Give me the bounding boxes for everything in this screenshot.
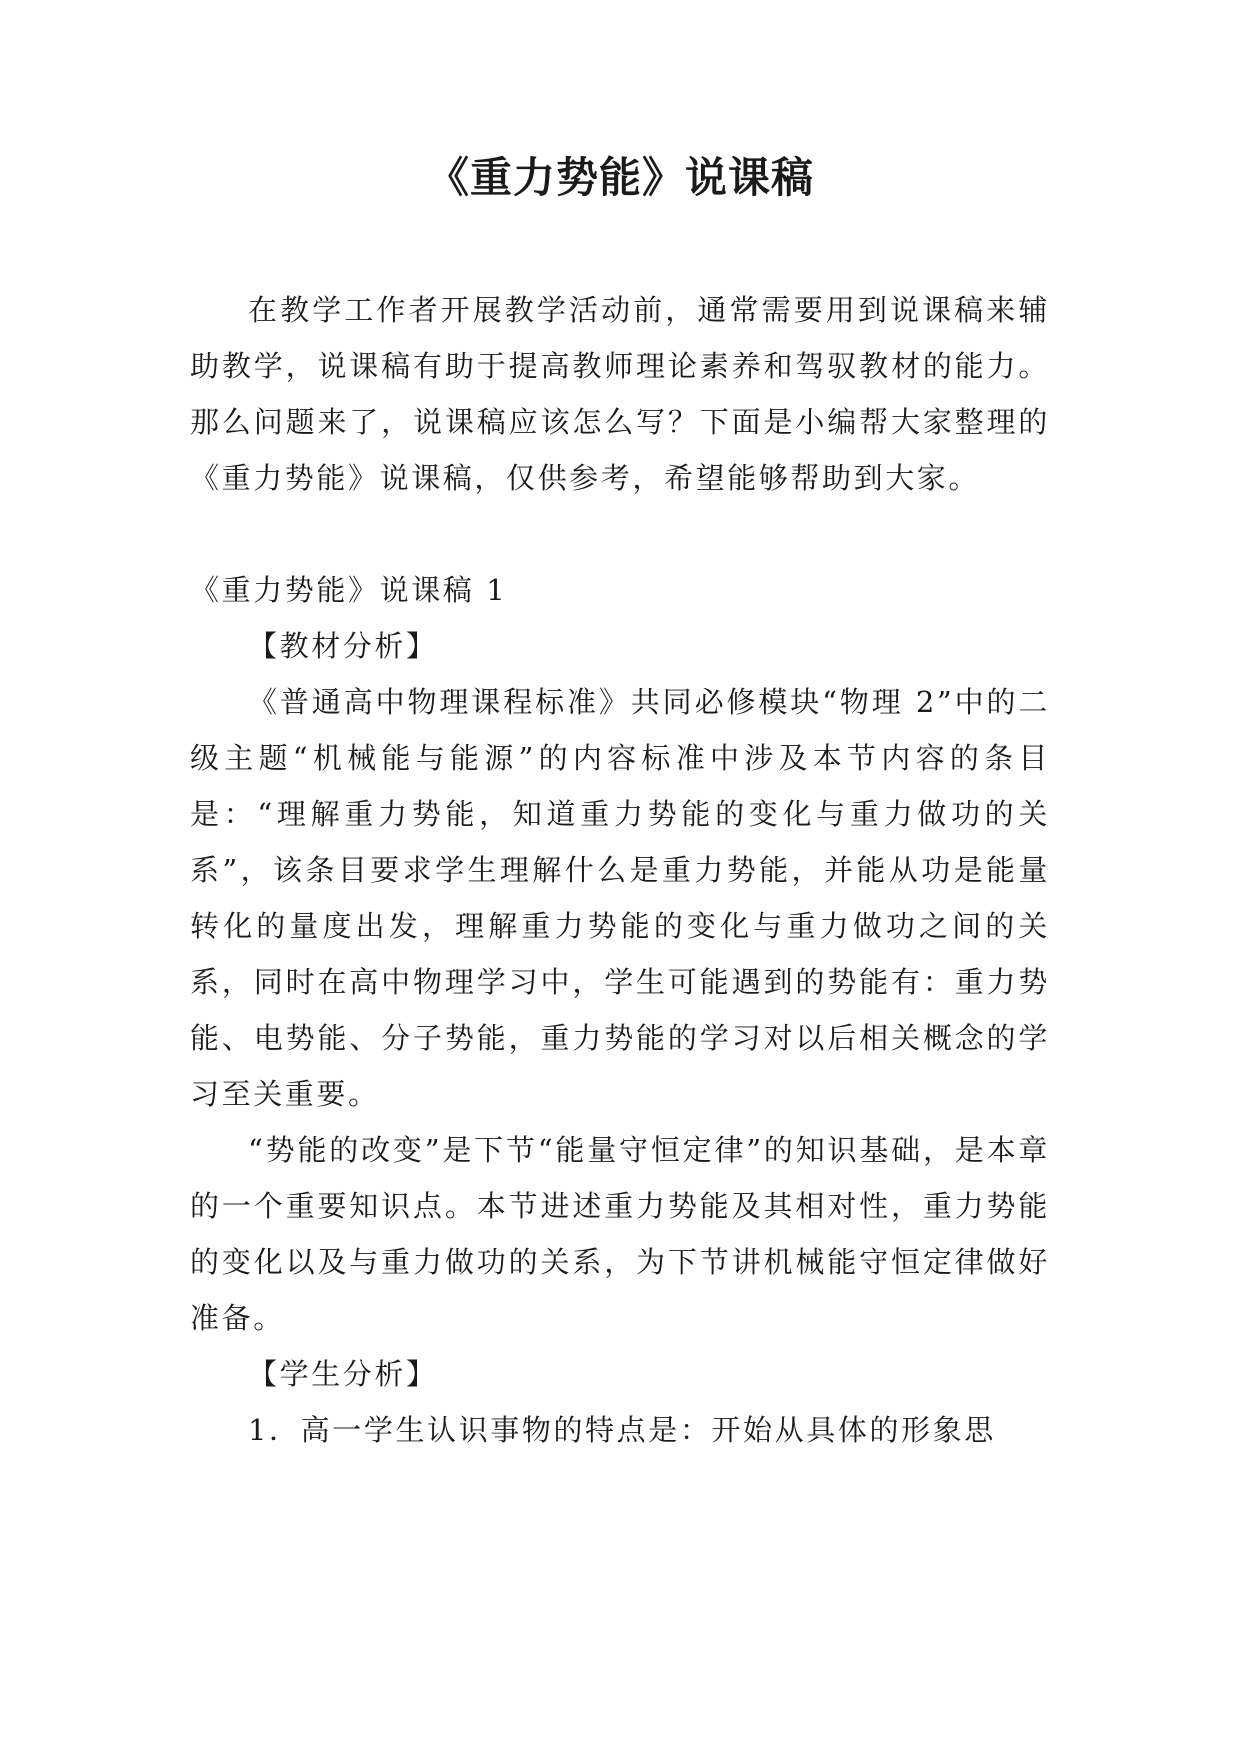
document-body: [190, 282, 1050, 1458]
heading-textbook-analysis: 【教材分析】: [248, 629, 438, 663]
paragraph-student-1: 1．高一学生认识事物的特点是：开始从具体的形象思: [248, 1413, 996, 1447]
heading-student-analysis: 【学生分析】: [248, 1357, 438, 1391]
document-title: 《重力势能》说课稿: [426, 153, 814, 202]
intro-paragraph: 在教学工作者开展教学活动前，通常需要用到说课稿来辅助教学，说课稿有助于提高教师理论素养和驾驭教材的能力。那么问题来了，说课稿应该怎么写？下面是小编帮大家整理的《重力势能》说课稿，仅供参考，希望能够帮助到大家。: [190, 293, 1050, 495]
paragraph-textbook-1: 《普通高中物理课程标准》共同必修模块“物理 2”中的二级主题“机械能与能源”的内容标准中涉及本节内容的条目是：“理解重力势能，知道重力势能的变化与重力做功的关系”，该条目要求学生理解什么是重力势能，并能从功是能量转化的量度出发，理解重力势能的变化与重力做功之间的关系，同时在高中物理学习中，学生可能遇到的势能有：重力势能、电势能、分子势能，重力势能的学习对以后相关概念的学习至关重要。: [190, 685, 1050, 1111]
section-title: 《重力势能》说课稿 1: [190, 573, 508, 607]
paragraph-textbook-2: “势能的改变”是下节“能量守恒定律”的知识基础，是本章的一个重要知识点。本节进述重力势能及其相对性，重力势能的变化以及与重力做功的关系，为下节讲机械能守恒定律做好准备。: [190, 1133, 1050, 1335]
